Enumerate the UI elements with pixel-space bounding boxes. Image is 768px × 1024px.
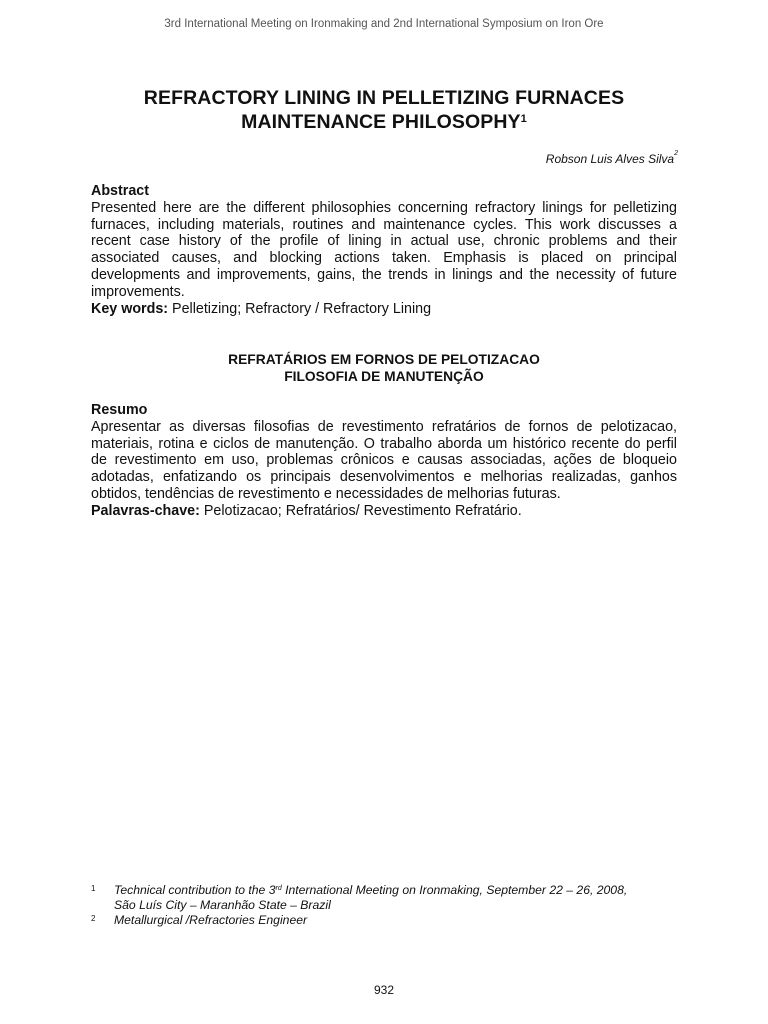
- author-footnote-ref: 2: [674, 150, 678, 157]
- title-line-2-text: MAINTENANCE PHILOSOPHY: [241, 111, 521, 133]
- footnote-2: [91, 913, 691, 928]
- resumo-body: Apresentar as diversas filosofias de revestimento refratários de fornos de pelotizacao, materiais, rotina e ciclos de manutenção. O trabalho aborda um histórico recente do perfil de revestimento em uso, problemas crônicos e causas associadas, ações de bloqueio adotadas, enfatizando os principais desenvolvimentos e melhorias realizadas, ganhos obtidos, tendências de revestimento e necessidades de melhorias futuras.: [91, 418, 677, 502]
- abstract-section: [91, 183, 677, 317]
- footnote-2-mark: 2: [91, 914, 96, 923]
- keywords-line: [91, 301, 677, 318]
- abstract-heading: Abstract: [91, 183, 149, 199]
- title-line-2: [60, 110, 708, 134]
- portuguese-title-line-2: FILOSOFIA DE MANUTENÇÃO: [284, 368, 484, 384]
- palavras-chave-label: Palavras-chave:: [91, 502, 200, 519]
- footnote-1: [91, 883, 691, 913]
- footnote-1-sup: rd: [275, 885, 282, 892]
- footnote-1-text-b: International Meeting on Ironmaking, September 22 – 26, 2008,: [281, 883, 628, 897]
- footnote-1-line-2: São Luís City – Maranhão State – Brazil: [114, 898, 331, 912]
- keywords-label: Key words:: [91, 300, 169, 317]
- author-line: [546, 152, 678, 166]
- page-number: 932: [373, 983, 395, 997]
- footnote-2-text: Metallurgical /Refractories Engineer: [114, 913, 308, 927]
- resumo-heading: Resumo: [91, 402, 148, 418]
- title-footnote-ref: 1: [520, 113, 527, 125]
- footnotes: [91, 883, 691, 928]
- portuguese-title: [60, 352, 708, 386]
- title-line-1: REFRACTORY LINING IN PELLETIZING FURNACES: [143, 87, 625, 109]
- paper-title: [60, 86, 708, 134]
- keywords-value: Pelletizing; Refractory / Refractory Lining: [172, 300, 432, 317]
- footnote-1-mark: 1: [91, 884, 96, 893]
- footnote-1-text: [114, 883, 627, 913]
- footnote-1-text-a: Technical contribution to the 3: [114, 883, 276, 897]
- palavras-chave-line: [91, 503, 677, 520]
- portuguese-title-line-1: REFRATÁRIOS EM FORNOS DE PELOTIZACAO: [228, 352, 540, 367]
- running-header: 3rd International Meeting on Ironmaking and 2nd International Symposium on Iron Ore: [164, 18, 604, 30]
- resumo-section: [91, 402, 677, 520]
- palavras-chave-value: Pelotizacao; Refratários/ Revestimento Refratário.: [203, 502, 522, 519]
- abstract-body: Presented here are the different philosophies concerning refractory linings for pelletizing furnaces, including materials, routines and maintenance cycles. This work discusses a recent case history of the profile of lining in actual use, chronic problems and their associated causes, and blocking actions taken. Emphasis is placed on principal developments and improvements, gains, the trends in linings and the necessity of future improvements.: [91, 199, 677, 300]
- author-name: Robson Luis Alves Silva: [545, 152, 675, 166]
